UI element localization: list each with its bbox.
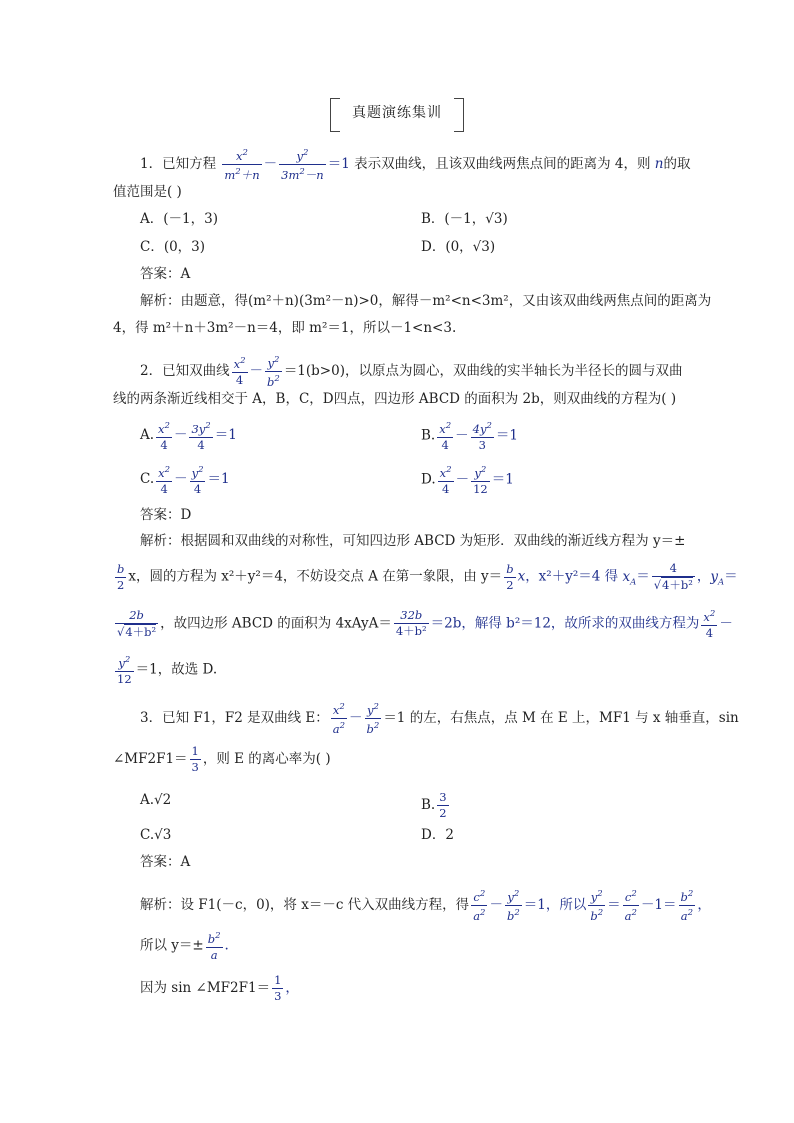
q3-options-row2 [0, 825, 794, 845]
q1-stem-mid: 表示双曲线，且该双曲线两焦点间的距离为 4，则 [354, 155, 651, 172]
q3-stem-mid: ＝1 的左，右焦点，点 M 在 E 上，MF1 与 x 轴垂直，sin [383, 709, 739, 726]
q1-explanation-line1: 解析：由题意，得(m²＋n)(3m²－n)>0，解得－m²<n<3m²，又由该双曲线两焦点间的距离为 [140, 293, 712, 309]
q2-stem-start: 2．已知双曲线 [140, 362, 230, 379]
q3-explanation-line1: 解析：设 F1(－c，0)，将 x＝－c 代入双曲线方程，得 $\frac{c^2}{a^2}$ － $\frac{y^2}{b^2}$ ＝1，所以 $\frac{y^2}{b^2}$ ＝ $\frac{c^2}{a^2}$ －1＝ $\frac{b^2}{a^2}$ ， [140, 889, 711, 923]
q2-explanation-line3: $\frac{2b}{\text{√4＋b²}}$ ，故四边形 ABCD 的面积为 4xAyA＝ $\frac{32b}{\text{4＋b²}}$ ＝2b，解得 b²＝12，故所求的双曲线方程为 $\frac{x^2}{4}$ － [117, 607, 733, 640]
q1-option-b: B．(－1，√3) [421, 211, 508, 227]
q1-option-a: A．(－1，3) [140, 211, 218, 227]
q1-stem-end: 的取 [663, 155, 691, 172]
q1-options-row1 [0, 209, 794, 229]
q2-answer: 答案：D [140, 507, 192, 523]
q1-option-d: D．(0，√3) [421, 239, 496, 255]
q2-option-b: B. $\frac{x^2}{4}$ － $\frac{4y^2}{3}$ ＝1 [421, 421, 518, 452]
q2-explanation-line1: 解析：根据圆和双曲线的对称性，可知四边形 ABCD 为矩形．双曲线的渐近线方程为 y＝± [140, 533, 686, 549]
q1-stem-start: 1．已知方程 [140, 155, 217, 172]
q3-answer: 答案：A [140, 854, 191, 870]
q3-option-a: A.√2 [140, 792, 172, 808]
q2-option-c: C. $\frac{x^2}{4}$ － $\frac{y^2}{4}$ ＝1 [140, 465, 230, 496]
q2-stem-line1: 2．已知双曲线 $\frac{x^2}{4}$ － $\frac{y^2}{b^2}$ ＝1(b>0)，以原点为圆心，双曲线的实半轴长为半径长的圆与双曲 [140, 355, 683, 389]
q3-explanation-line2: 所以 y＝± $\frac{b^2}{a}$ . [140, 931, 229, 962]
q3-option-b: B. $\frac{3}{2}$ [421, 790, 447, 820]
q1-stem-line2: 值范围是( ) [113, 184, 182, 200]
q2-option-d: D. $\frac{x^2}{4}$ － $\frac{y^2}{12}$ ＝1 [421, 465, 514, 496]
q1-explanation-line2: 4，得 m²＋n＋3m²－n＝4，即 m²＝1，所以－1<n<3. [113, 320, 457, 336]
q2-explanation-line2: $\frac{b}{2}$ x，圆的方程为 x²＋y²＝4，不妨设交点 A 在第一象限，由 y＝ $\frac{b}{2}$ x，x²＋y²＝4 得 $x_A=$ $\frac{4}{\text{√4＋b²}}$ ，$y_A=$ [117, 561, 738, 592]
q2-option-a: A. $\frac{x^2}{4}$ － $\frac{3y^2}{4}$ ＝1 [140, 421, 237, 452]
q3-option-d: D．2 [421, 827, 454, 843]
q3-options-row1 [0, 790, 794, 820]
q2-options-row1 [0, 419, 794, 453]
q2-explanation-line4: $\frac{y^2}{12}$ ＝1，故选 D. [117, 655, 218, 686]
q3-stem-line1: 3．已知 F1，F2 是双曲线 E： $\frac{x^2}{a^2}$ － $\frac{y^2}{b^2}$ ＝1 的左，右焦点，点 M 在 E 上，MF1 与 x 轴垂直，sin [140, 702, 739, 736]
section-title: 真题演练集训 [330, 98, 464, 126]
q2-stem-line2: 线的两条渐近线相交于 A，B，C，D四点，四边形 ABCD 的面积为 2b，则双曲线的方程为( ) [113, 391, 677, 407]
q3-option-c: C.√3 [140, 827, 172, 843]
q3-stem-start: 3．已知 F1，F2 是双曲线 E： [140, 709, 329, 726]
q2-options-row2 [0, 463, 794, 497]
q1-stem-line1: 1．已知方程 $\frac{x^2}{m^2+n}$ － $\frac{y^2}{3m^2-n}$ ＝1 表示双曲线，且该双曲线两焦点间的距离为 4，则 n的取 [140, 148, 691, 182]
q3-stem-line2: ∠MF2F1＝ $\frac{1}{3}$ ，则 E 的离心率为( ) [113, 744, 331, 774]
q1-option-c: C．(0，3) [140, 239, 206, 255]
q1-options-row2 [0, 237, 794, 257]
q1-answer: 答案：A [140, 266, 191, 282]
q3-explanation-line3: 因为 sin ∠MF2F1＝ $\frac{1}{3}$ ， [140, 973, 299, 1003]
q2-stem-mid: ＝1(b>0)，以原点为圆心，双曲线的实半轴长为半径长的圆与双曲 [283, 362, 683, 379]
